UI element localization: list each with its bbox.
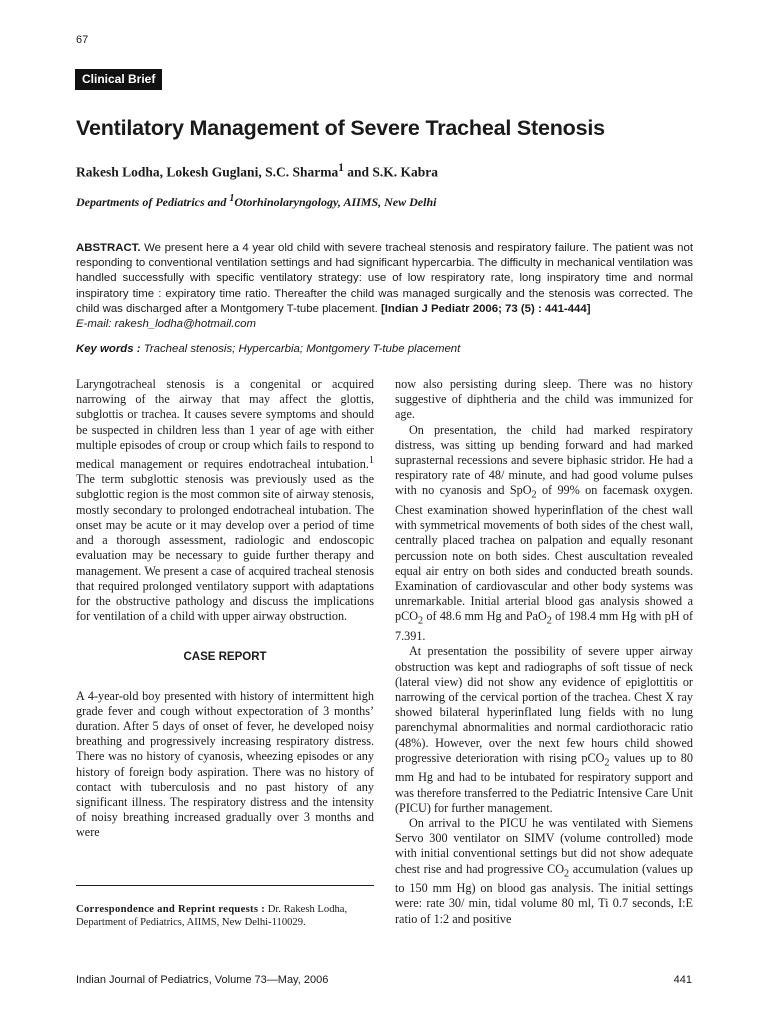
- abstract-text: We present here a 4 year old child with severe tracheal stenosis and respiratory failure. The patient was not responding to conventional ventilation settings and had significant hypercarbia. The difficulty in mechanical ventilation was handled successfully with specific ventilatory strategy: use of low respiratory rate, long inspiratory time and normal inspiratory time : expiratory time ratio. Thereafter the child was managed surgically and the stenosis was corrected. The child was discharged after a Montgomery T-tube placement.: [76, 242, 693, 315]
- abstract-citation: [Indian J Pediatr 2006; 73 (5) : 441-444]: [380, 302, 591, 315]
- subscript: 2: [546, 615, 552, 627]
- footnote-divider: [76, 885, 374, 886]
- body-column-right: [395, 377, 693, 927]
- footer-journal-info: Indian Journal of Pediatrics, Volume 73—May, 2006: [76, 974, 329, 986]
- body-text: On presentation, the child had marked respiratory distress, was sitting up bending forward and had marked suprasternal recessions and severe biphasic stridor. He had a respiratory rate of 48/ minute, and had good volume pulses with no cyanosis and SpO: [395, 422, 693, 498]
- affiliation: [76, 193, 436, 210]
- body-text: values up to 80 mm Hg and had to be intubated for respiratory support and was therefore transferred to the Pediatric Intensive Care Unit (PICU) for further management.: [395, 750, 693, 815]
- authors-affiliation-mark: 1: [338, 162, 344, 174]
- page-number-top: 67: [76, 34, 89, 46]
- subscript: 2: [604, 757, 610, 769]
- section-heading: CASE REPORT: [183, 651, 267, 664]
- body-paragraph: [395, 423, 693, 645]
- body-text: The term subglottic stenosis was previously used as the subglottic region is the most common site of airway stenosis, mostly secondary to prolonged endotracheal intubation. The onset may be acute or it may develop over a period of time and a thorough assessment, radiologic and endoscopic evaluation may be necessary to guide further therapy and management. We present a case of acquired tracheal stenosis that required prolonged ventilatory support with adaptations for the obstructive pathology and discuss the implications for ventilation of a child with upper airway obstruction.: [76, 472, 374, 624]
- affiliation-mark: 1: [229, 193, 235, 204]
- body-paragraph: A 4-year-old boy presented with history of intermittent high grade fever and cough without expectoration of 3 months’ duration. After 5 days of onset of fever, he developed noisy breathing and progressively increasing respiratory distress. There was no history of cyanosis, wheezing episodes or any history of foreign body aspiration. There was no history of contact with tuberculosis and no past history of any significant illness. The respiratory distress and the intensity of noisy breathing increased gradually over 3 months and were: [76, 688, 374, 840]
- keywords-values: Tracheal stenosis; Hypercarbia; Montgomery T-tube placement: [140, 343, 461, 355]
- affiliation-part-2: Otorhinolaryngology, AIIMS, New Delhi: [234, 195, 437, 209]
- body-paragraph: [395, 644, 693, 816]
- body-text: On arrival to the PICU he was ventilated with Siemens Servo 300 ventilator on SIMV (volume controlled) mode with initial conventional settings but did not show adequate chest rise and had progressive CO: [395, 816, 693, 876]
- body-text: At presentation the possibility of severe upper airway obstruction was kept and radiographs of soft tissue of neck (lateral view) did not show any evidence of epiglottitis or narrowing of the cervical portion of the trachea. Chest X ray showed bilateral hyperinflated lung fields with no lung parenchymal abnormalities and normal cardiothoracic ratio (48%). However, over the next few hours child showed progressive deterioration with rising pCO: [395, 644, 693, 765]
- body-text: of 198.4 mm Hg with pH of 7.391.: [395, 609, 693, 644]
- footnote-label: Correspondence and Reprint requests :: [76, 904, 266, 915]
- authors-part-2: and S.K. Kabra: [343, 164, 438, 180]
- body-column-left: [76, 377, 374, 841]
- footnote-text: Dr. Rakesh Lodha, Department of Pediatrics, AIIMS, New Delhi-110029.: [76, 904, 348, 928]
- footer-page-number: 441: [673, 974, 692, 986]
- author-list: [76, 162, 438, 181]
- body-text: Laryngotracheal stenosis is a congenital or acquired narrowing of the airway that may affect the glottis, subglottis or trachea. It causes severe symptoms and should be suspected in children less than 1 year of age with either multiple episodes of croup or croup which fails to respond to medical management or requires endotracheal intubation.: [76, 377, 374, 472]
- correspondence-footnote: [76, 903, 374, 929]
- keywords: [76, 343, 460, 355]
- body-text: of 99% on facemask oxygen. Chest examination showed hyperinflation of the chest wall with symmetrical movements of both sides of the chest wall, centrally placed trachea on palpation and equally resonant percussion note on both sides. Chest auscultation revealed equal air entry on both sides and conducted breath sounds. Examination of cardiovascular and other body systems was unremarkable. Initial arterial blood gas analysis showed a pCO: [395, 483, 693, 624]
- keywords-label: Key words :: [76, 343, 141, 355]
- body-paragraph: [76, 377, 374, 624]
- affiliation-part-1: Departments of Pediatrics and: [76, 195, 230, 209]
- body-paragraph: now also persisting during sleep. There was no history suggestive of diphtheria and the child was immunized for age.: [395, 377, 693, 422]
- abstract: [76, 241, 693, 332]
- subscript: 2: [564, 868, 570, 880]
- subscript: 2: [418, 615, 424, 627]
- article-title: Ventilatory Management of Severe Tracheal Stenosis: [76, 116, 605, 140]
- body-paragraph: [395, 816, 693, 927]
- contact-email[interactable]: E-mail: rakesh_lodha@hotmail.com: [76, 318, 256, 331]
- abstract-label: ABSTRACT.: [76, 242, 141, 254]
- section-badge: Clinical Brief: [75, 69, 162, 90]
- authors-part-1: Rakesh Lodha, Lokesh Guglani, S.C. Sharma: [76, 164, 339, 180]
- body-text: of 48.6 mm Hg and PaO: [423, 609, 547, 624]
- reference-mark: 1: [368, 455, 374, 467]
- subscript: 2: [531, 489, 537, 501]
- body-text: accumulation (values up to 150 mm Hg) on blood gas analysis. The initial settings were: rate 30/ min, tidal volume 80 ml, Ti 0.7 seconds, I:E ratio of 1:2 and positive: [395, 861, 693, 926]
